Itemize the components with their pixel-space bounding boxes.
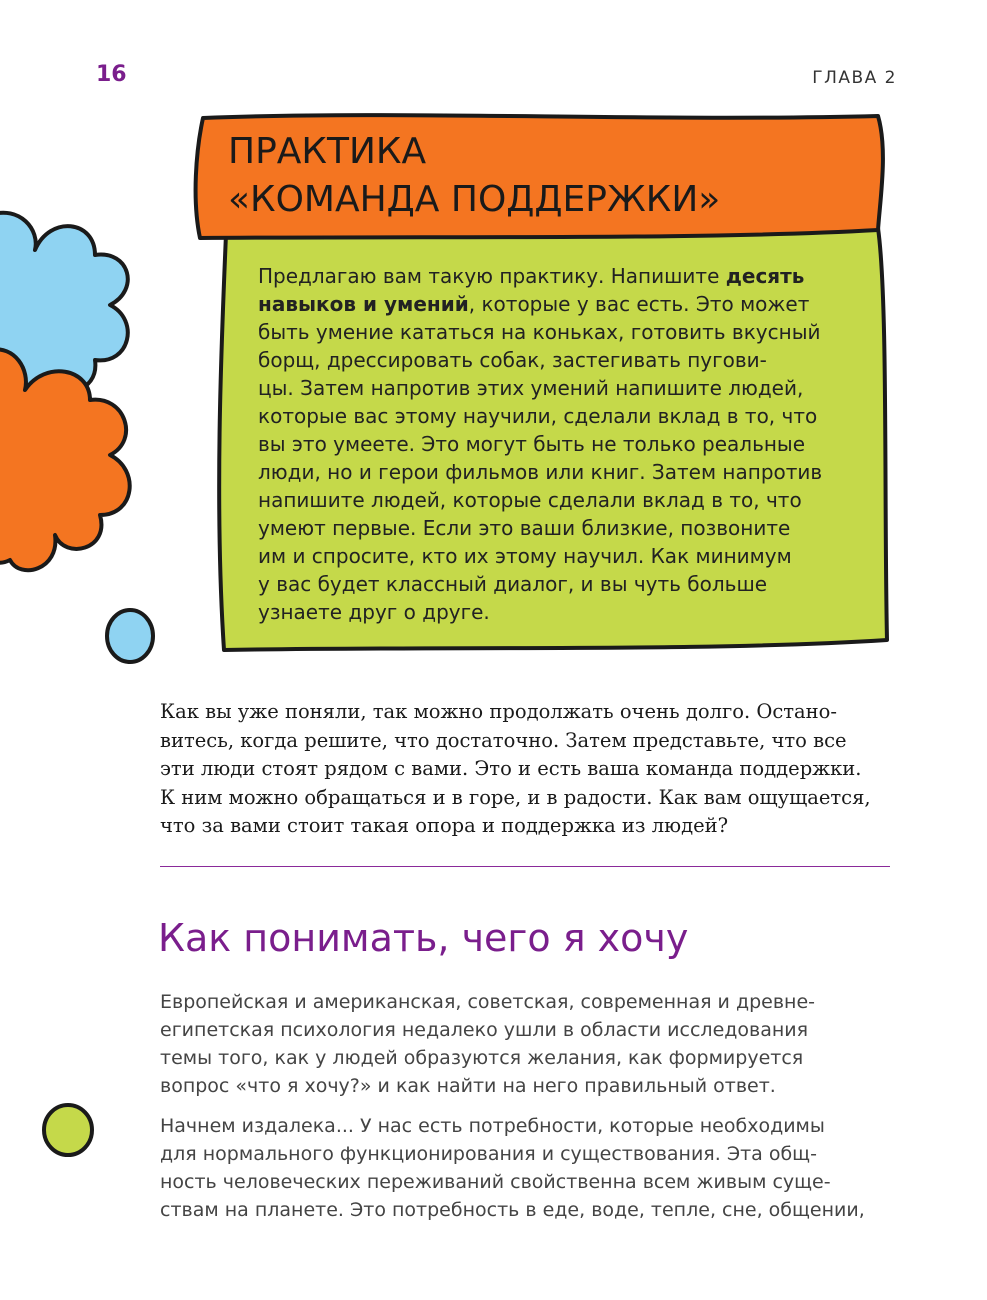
conclusion-line: витесь, когда решите, что достаточно. Затем представьте, что все xyxy=(160,728,847,752)
section-paragraph-1 xyxy=(160,988,900,1100)
section-title: Как понимать, чего я хочу xyxy=(158,916,689,960)
practice-line: навыков и умений, которые у вас есть. Это может xyxy=(258,292,810,316)
practice-line: напишите людей, которые сделали вклад в то, что xyxy=(258,488,802,512)
body-line: египетская психология недалеко ушли в области исследования xyxy=(160,1019,809,1041)
body-line: ность человеческих переживаний свойственна всем живым суще- xyxy=(160,1171,831,1193)
orange-cloud-shape xyxy=(0,349,130,570)
page-number: 16 xyxy=(96,62,127,87)
body-line: для нормального функционирования и существования. Эта общ- xyxy=(160,1143,817,1165)
practice-line: которые вас этому научили, сделали вклад в то, что xyxy=(258,404,818,428)
practice-line: у вас будет классный диалог, и вы чуть больше xyxy=(258,572,768,596)
lime-dot-shape xyxy=(44,1105,92,1155)
section-divider xyxy=(160,866,890,867)
chapter-label: ГЛАВА 2 xyxy=(812,68,897,88)
practice-line: узнаете друг о друге. xyxy=(258,600,490,624)
practice-line: борщ, дрессировать собак, застегивать пугови- xyxy=(258,348,767,372)
conclusion-line: эти люди стоят рядом с вами. Это и есть ваша команда поддержки. xyxy=(160,757,862,780)
conclusion-line: что за вами стоит такая опора и поддержка из людей? xyxy=(160,814,729,837)
body-line: темы того, как у людей образуются желания, как формируется xyxy=(160,1047,804,1069)
practice-line: Предлагаю вам такую практику. Напишите десять xyxy=(258,264,805,288)
practice-line: умеют первые. Если это ваши близкие, позвоните xyxy=(258,516,791,540)
practice-line: вы это умеете. Это могут быть не только реальные xyxy=(258,432,806,456)
practice-title-line: «КОМАНДА ПОДДЕРЖКИ» xyxy=(228,179,721,220)
practice-title-line: ПРАКТИКА xyxy=(228,131,427,172)
body-line: Европейская и американская, советская, современная и древне- xyxy=(160,991,815,1013)
body-line: ствам на планете. Это потребность в еде, воде, тепле, сне, общении, xyxy=(160,1199,865,1221)
blue-dot-shape xyxy=(107,610,153,662)
practice-line: цы. Затем напротив этих умений напишите людей, xyxy=(258,376,804,400)
body-line: Начнем издалека... У нас есть потребности, которые необходимы xyxy=(160,1115,825,1137)
conclusion-line: Как вы уже поняли, так можно продолжать очень долго. Остано- xyxy=(160,700,837,723)
practice-line: люди, но и герои фильмов или книг. Затем напротив xyxy=(258,460,823,484)
practice-line: им и спросите, кто их этому научил. Как минимум xyxy=(258,544,792,568)
body-line: вопрос «что я хочу?» и как найти на него правильный ответ. xyxy=(160,1075,776,1097)
conclusion-line: К ним можно обращаться и в горе, и в радости. Как вам ощущается, xyxy=(160,785,871,809)
practice-body xyxy=(258,262,858,626)
practice-line: быть умение кататься на коньках, готовить вкусный xyxy=(258,320,821,344)
practice-title xyxy=(228,128,720,224)
conclusion-paragraph xyxy=(160,698,900,841)
section-paragraph-2 xyxy=(160,1112,900,1224)
